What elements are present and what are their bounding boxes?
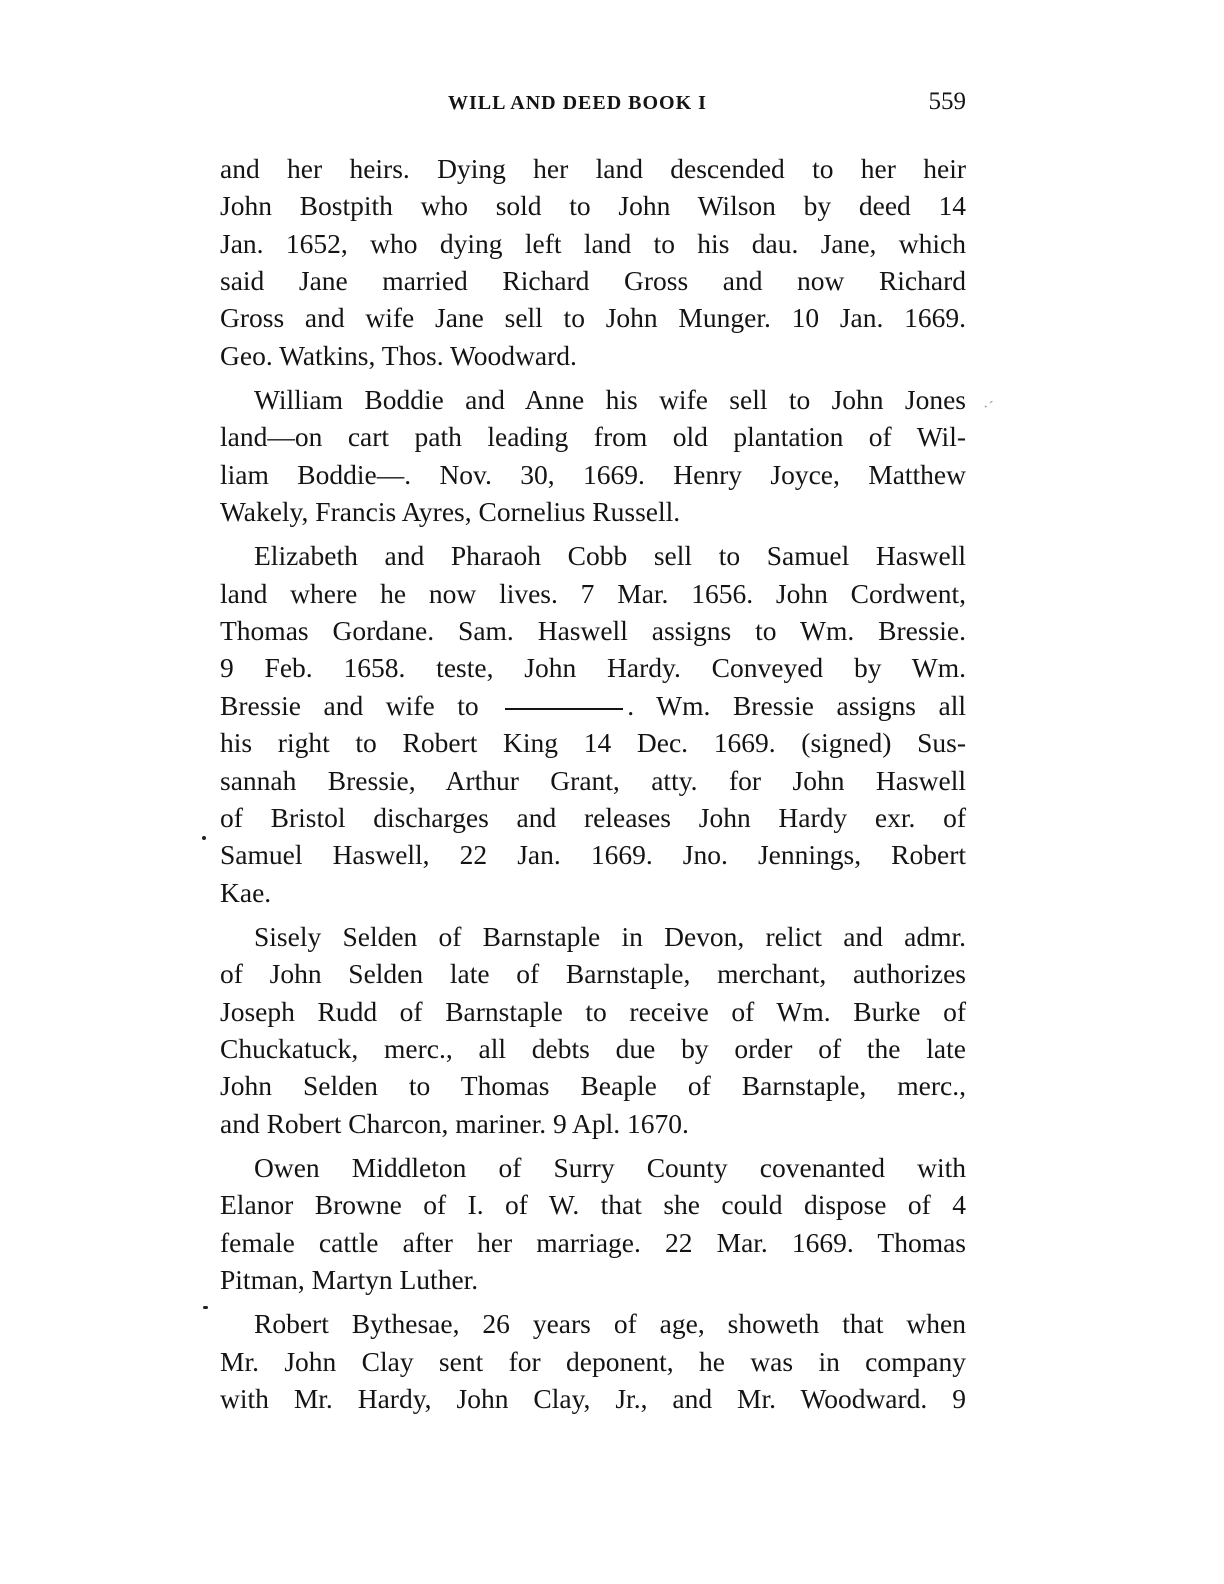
paragraph-gap bbox=[220, 374, 966, 381]
running-head bbox=[220, 88, 966, 128]
text-line: Elanor Browne of I. of W. that she could dispose of 4 bbox=[220, 1189, 966, 1221]
paragraph-gap bbox=[220, 530, 966, 537]
paragraph-5 bbox=[220, 1149, 966, 1298]
text-line: female cattle after her marriage. 22 Mar. 1669. Thomas bbox=[220, 1226, 966, 1258]
text-line: Samuel Haswell, 22 Jan. 1669. Jno. Jennings, Robert bbox=[220, 839, 966, 871]
text-line: John Selden to Thomas Beaple of Barnstaple, merc., bbox=[220, 1070, 966, 1102]
text-line: land where he now lives. 7 Mar. 1656. John Cordwent, bbox=[220, 577, 966, 609]
text-line: said Jane married Richard Gross and now Richard bbox=[220, 265, 966, 297]
paragraph-3 bbox=[220, 537, 966, 910]
line-tail: . Wm. Bressie assigns all bbox=[627, 689, 967, 721]
text-line: Gross and wife Jane sell to John Munger. 10 Jan. 1669. bbox=[220, 302, 966, 334]
text-line: Pitman, Martyn Luther. bbox=[220, 1263, 479, 1295]
margin-speck bbox=[202, 836, 206, 840]
margin-speck bbox=[203, 1306, 208, 1309]
text-line: 9 Feb. 1658. teste, John Hardy. Conveyed by Wm. bbox=[220, 652, 966, 684]
text-line: John Bostpith who sold to John Wilson by deed 14 bbox=[220, 190, 966, 222]
blank-rule bbox=[505, 708, 623, 710]
text-line: William Boddie and Anne his wife sell to John Jones bbox=[254, 384, 966, 416]
text-line: Jan. 1652, who dying left land to his dau. Jane, which bbox=[220, 227, 966, 259]
text-line: Mr. John Clay sent for deponent, he was in company bbox=[220, 1345, 966, 1377]
text-line: and her heirs. Dying her land descended to her heir bbox=[220, 153, 966, 184]
paragraph-6 bbox=[220, 1305, 966, 1417]
text-line: Joseph Rudd of Barnstaple to receive of Wm. Burke of bbox=[220, 995, 966, 1027]
text-line: Kae. bbox=[220, 876, 272, 908]
page-number: 559 bbox=[928, 88, 966, 115]
text-line: Sisely Selden of Barnstaple in Devon, relict and admr. bbox=[254, 920, 966, 952]
paragraph-2 bbox=[220, 381, 966, 530]
text-line: Chuckatuck, merc., all debts due by order of the late bbox=[220, 1032, 966, 1064]
text-line: of John Selden late of Barnstaple, merchant, authorizes bbox=[220, 958, 966, 990]
paragraph-gap bbox=[220, 1298, 966, 1305]
text-line: Elizabeth and Pharaoh Cobb sell to Samuel Haswell bbox=[254, 540, 966, 572]
text-line: land—on cart path leading from old plantation of Wil- bbox=[220, 421, 966, 453]
text-line: Robert Bythesae, 26 years of age, showeth that when bbox=[254, 1308, 966, 1340]
text-line-with-blank bbox=[220, 687, 966, 724]
paragraph-1 bbox=[220, 150, 966, 374]
text-line: liam Boddie—. Nov. 30, 1669. Henry Joyce, Matthew bbox=[220, 458, 966, 490]
text-line: Owen Middleton of Surry County covenanted with bbox=[254, 1151, 966, 1183]
paragraph-gap bbox=[220, 911, 966, 918]
paragraph-gap bbox=[220, 1142, 966, 1149]
text-line: with Mr. Hardy, John Clay, Jr., and Mr. Woodward. 9 bbox=[220, 1383, 966, 1414]
line-head: Bressie and wife to bbox=[220, 689, 479, 721]
text-line: Geo. Watkins, Thos. Woodward. bbox=[220, 339, 577, 371]
text-line: Wakely, Francis Ayres, Cornelius Russell. bbox=[220, 496, 681, 528]
text-line: sannah Bressie, Arthur Grant, atty. for John Haswell bbox=[220, 764, 966, 796]
text-line: his right to Robert King 14 Dec. 1669. (signed) Sus- bbox=[220, 727, 966, 759]
text-line: Thomas Gordane. Sam. Haswell assigns to Wm. Bressie. bbox=[220, 615, 966, 647]
body-text bbox=[220, 150, 966, 1417]
text-line: and Robert Charcon, mariner. 9 Apl. 1670. bbox=[220, 1107, 689, 1139]
text-line: of Bristol discharges and releases John Hardy exr. of bbox=[220, 801, 966, 833]
running-title: WILL AND DEED BOOK I bbox=[448, 92, 707, 114]
margin-speck: ·´ bbox=[983, 399, 994, 416]
paragraph-4 bbox=[220, 918, 966, 1142]
